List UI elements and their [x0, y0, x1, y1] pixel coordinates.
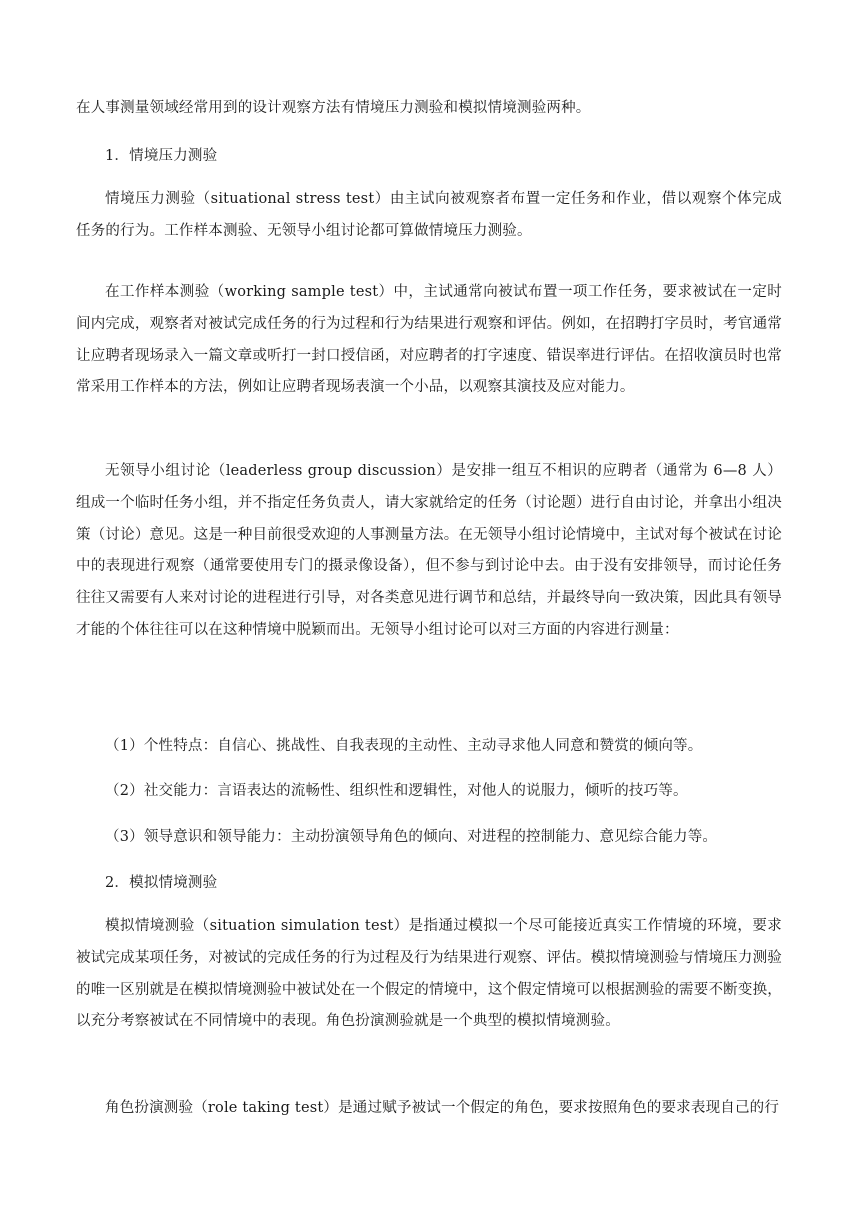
list-item-personality: （1）个性特点：自信心、挑战性、自我表现的主动性、主动寻求他人同意和赞赏的倾向等。: [105, 738, 703, 754]
paragraph-situational-stress-test: 情境压力测验（situational stress test）由主试向被观察者布置一定任务和作业，借以观察个体完成任务的行为。工作样本测验、无领导小组讨论都可算做情境压力测验。: [76, 191, 782, 239]
list-item-social-ability: （2）社交能力：言语表达的流畅性、组织性和逻辑性，对他人的说服力，倾听的技巧等。: [105, 783, 688, 799]
paragraph-leaderless-group-discussion: 无领导小组讨论（leaderless group discussion）是安排一组互不相识的应聘者（通常为 6—8 人）组成一个临时任务小组，并不指定任务负责人，请大家就给定的任务（讨论题）进行自由讨论，并拿出小组决策（讨论）意见。这是一种目前很受欢迎的人事测量方法。在无领导小组讨论情境中，主试对每个被试在讨论中的表现进行观察（通常要使用专门的摄录像设备），但不参与到讨论中去。由于没有安排领导，而讨论任务往往又需要有人来对讨论的进程进行引导，对各类意见进行调节和总结，并最终导向一致决策，因此具有领导才能的个体往往可以在这种情境中脱颖而出。无领导小组讨论可以对三方面的内容进行测量：: [76, 463, 782, 638]
list-item-leadership: （3）领导意识和领导能力：主动扮演领导角色的倾向、对进程的控制能力、意见综合能力等。: [105, 829, 718, 845]
paragraph-working-sample-test: 在工作样本测验（working sample test）中，主试通常向被试布置一项工作任务，要求被试在一定时间内完成，观察者对被试完成任务的行为过程和行为结果进行观察和评估。例如，在招聘打字员时，考官通常让应聘者现场录入一篇文章或听打一封口授信函，对应聘者的打字速度、错误率进行评估。在招收演员时也常常采用工作样本的方法，例如让应聘者现场表演一个小品，以观察其演技及应对能力。: [76, 284, 782, 396]
paragraph-role-taking-test: 角色扮演测验（role taking test）是通过赋予被试一个假定的角色，要求按照角色的要求表现自己的行: [105, 1100, 780, 1116]
intro-paragraph: 在人事测量领域经常用到的设计观察方法有情境压力测验和模拟情境测验两种。: [76, 100, 591, 116]
section-heading-simulation-test: 2．模拟情境测验: [105, 875, 218, 891]
paragraph-situation-simulation-test: 模拟情境测验（situation simulation test）是指通过模拟一个尽可能接近真实工作情境的环境，要求被试完成某项任务，对被试的完成任务的行为过程及行为结果进行观察、评估。模拟情境测验与情境压力测验的唯一区别就是在模拟情境测验中被试处在一个假定的情境中，这个假定情境可以根据测验的需要不断变换，以充分考察被试在不同情境中的表现。角色扮演测验就是一个典型的模拟情境测验。: [76, 918, 782, 1030]
section-heading-situational-stress-test: 1．情境压力测验: [105, 148, 218, 164]
